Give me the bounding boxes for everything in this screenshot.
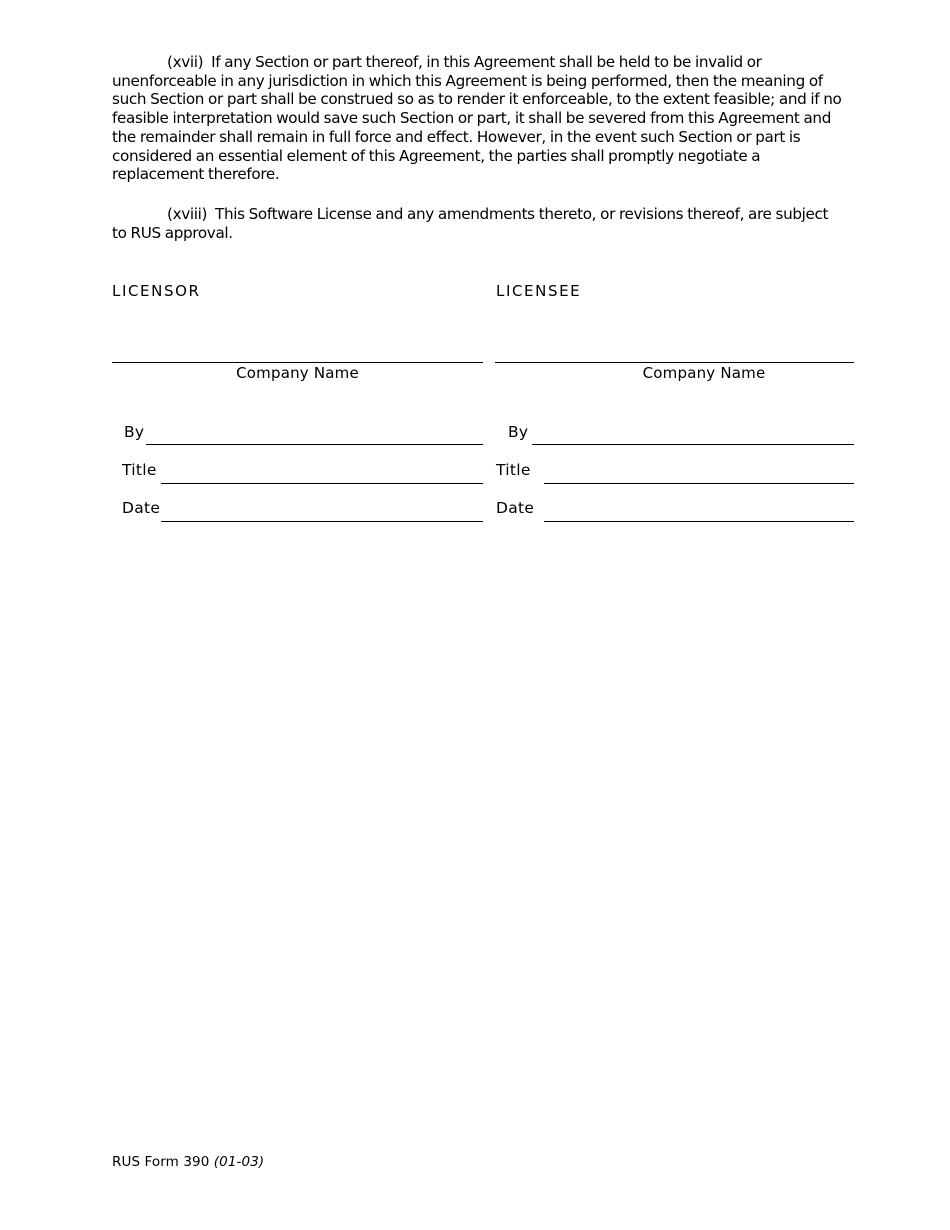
licensee-company-name-line[interactable] bbox=[495, 362, 854, 363]
paragraph-text: If any Section or part thereof, in this Agreement shall be held to be invalid or unenforceable in any jurisdiction in which this Agreement is being performed, then the meaning of such Section or part shall be construed so as to render it enforceable, to the extent feasible; and if no feasible interpretation would save such Section or part, it shall be severed from this Agreement and the remainder shall remain in full force and effect. However, in the event such Section or part is considered an essential element of this Agreement, the parties shall promptly negotiate a replacement therefore. bbox=[112, 53, 842, 184]
paragraph-number: (xviii) bbox=[167, 205, 208, 223]
form-revision: (01-03) bbox=[213, 1154, 265, 1170]
licensee-date-label: Date bbox=[496, 499, 535, 517]
paragraph-text: This Software License and any amendments thereto, or revisions thereof, are subject to RUS approval. bbox=[112, 205, 829, 242]
licensee-by-label: By bbox=[508, 423, 529, 441]
licensor-date-line[interactable] bbox=[161, 521, 483, 522]
licensor-by-label: By bbox=[124, 423, 145, 441]
licensor-company-name-line[interactable] bbox=[112, 362, 483, 363]
licensor-date-label: Date bbox=[122, 499, 161, 517]
paragraph-number: (xvii) bbox=[167, 53, 204, 71]
licensor-title-label: Title bbox=[122, 461, 157, 479]
form-footer bbox=[112, 1154, 264, 1170]
licensee-date-line[interactable] bbox=[544, 521, 854, 522]
licensor-heading: LICENSOR bbox=[112, 282, 201, 300]
form-name: RUS Form 390 bbox=[112, 1154, 210, 1170]
licensor-by-line[interactable] bbox=[146, 444, 483, 445]
licensee-by-line[interactable] bbox=[532, 444, 854, 445]
licensor-company-name-caption: Company Name bbox=[236, 364, 359, 382]
licensee-heading: LICENSEE bbox=[496, 282, 582, 300]
paragraph-xvii bbox=[112, 53, 842, 184]
paragraph-xviii bbox=[112, 205, 842, 242]
licensee-title-label: Title bbox=[496, 461, 531, 479]
licensee-title-line[interactable] bbox=[544, 483, 854, 484]
licensee-company-name-caption: Company Name bbox=[642, 364, 766, 382]
licensor-title-line[interactable] bbox=[161, 483, 483, 484]
